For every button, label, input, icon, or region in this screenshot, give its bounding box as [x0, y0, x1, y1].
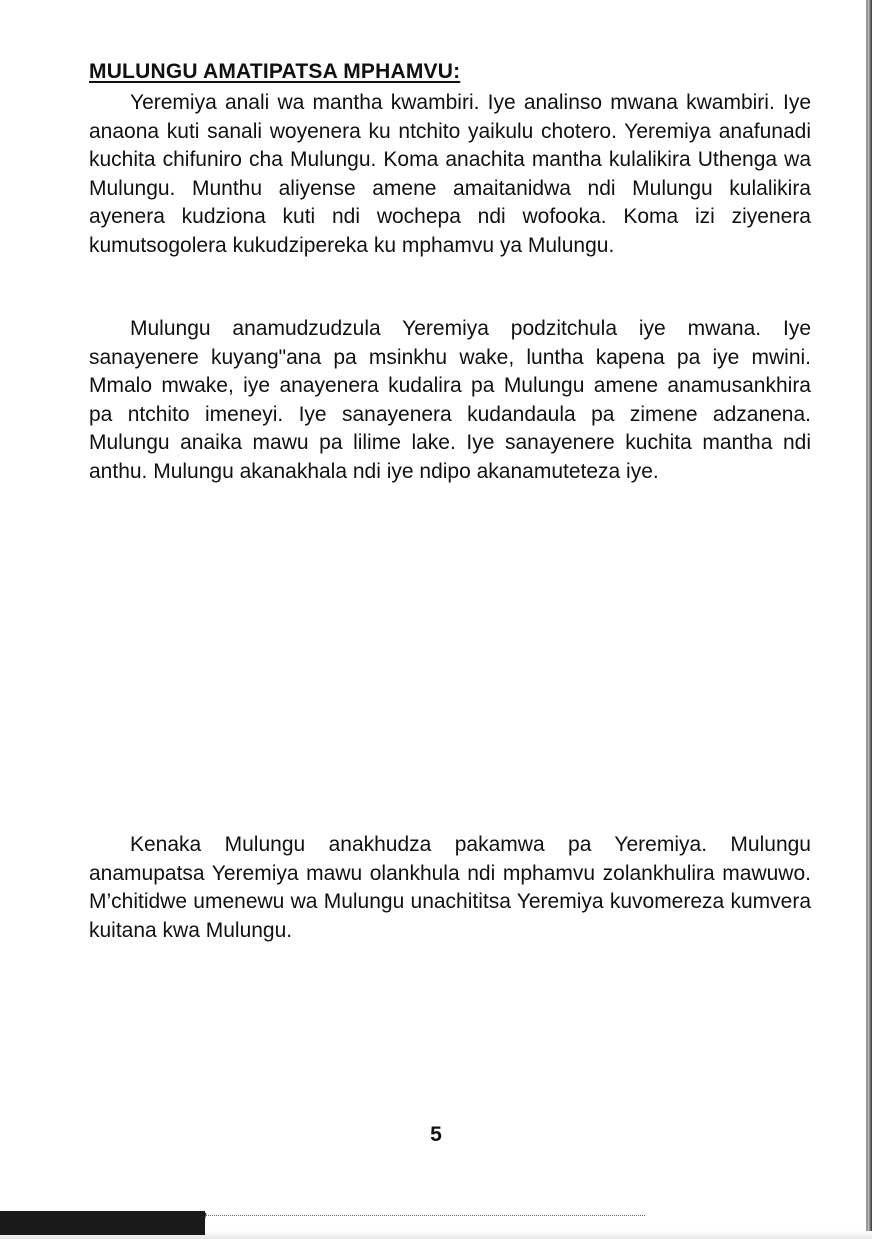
section-heading: MULUNGU AMATIPATSA MPHAMVU:: [89, 60, 461, 83]
paragraph-2: Mulungu anamudzudzula Yeremiya podzitchula iye mwana. Iye sanayenere kuyang"ana pa msinkhu wake, luntha kapena pa iye mwini. Mmalo mwake, iye anayenera kudalira pa Mulungu amene anamusankhira pa ntchito imeneyi. Iye sanayenera kudandaula pa zimene adzanena. Mulungu anaika mawu pa lilime lake. Iye sanayenere kuchita mantha ndi anthu. Mulungu akanakhala ndi iye ndipo akanamuteteza iye.: [89, 317, 811, 483]
paragraph-1: Yeremiya anali wa mantha kwambiri. Iye analinso mwana kwambiri. Iye anaona kuti sanali woyenera ku ntchito yaikulu chotero. Yeremiya anafunadi kuchita chifuniro cha Mulungu. Koma anachita mantha kulalikira Uthenga wa Mulungu. Munthu aliyense amene amaitanidwa ndi Mulungu kulalikira ayenera kudziona kuti ndi wochepa ndi wofooka. Koma izi ziyenera kumutsogolera kukudzipereka ku mphamvu ya Mulungu.: [89, 91, 811, 257]
scan-dotted-line: [205, 1215, 645, 1217]
page-number: 5: [430, 1123, 442, 1146]
paragraph-3: Kenaka Mulungu anakhudza pakamwa pa Yeremiya. Mulungu anamupatsa Yeremiya mawu olankhula ndi mphamvu zolankhulira mawuwo. M’chitidwe umenewu wa Mulungu unachititsa Yeremiya kuvomereza kumvera kuitana kwa Mulungu.: [89, 833, 811, 942]
scan-bottom-bar: [0, 1211, 205, 1235]
scan-edge: [868, 0, 872, 1239]
